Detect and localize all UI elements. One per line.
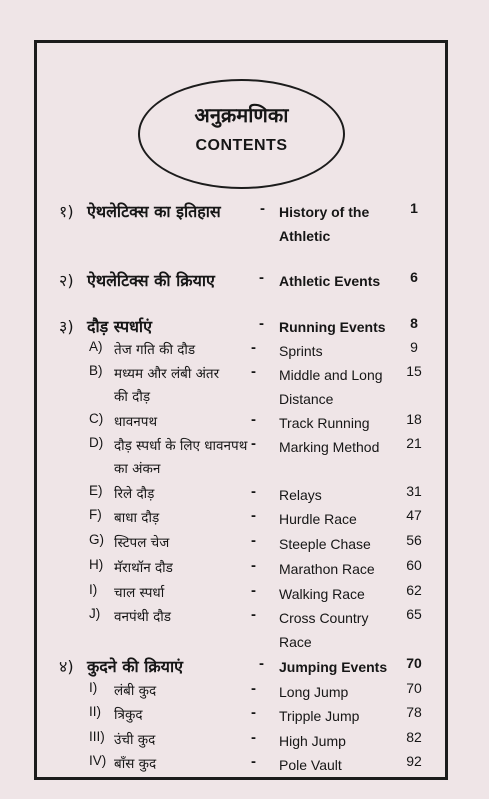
section-title-hindi: ऐथलेटिक्स की क्रियाए [87,271,215,290]
leader-dash: - [259,269,264,286]
item-title-english: Hurdle Race [279,511,357,527]
item-title-hindi: तेज गति की दौड [114,342,196,358]
leader-dash: - [251,507,256,524]
page-number: 31 [406,483,422,499]
section-number: ३) [59,317,74,336]
page-number: 60 [406,557,422,573]
item-title-hindi: मध्यम और लंबी अंतर की दौड़ [114,366,220,405]
page-number: 8 [410,315,418,331]
item-numeral: IV) [89,753,107,768]
section-number: ४) [59,657,74,676]
leader-dash: - [251,704,256,721]
section-number: १) [59,202,74,221]
item-title-english: Track Running [279,415,370,431]
leader-dash: - [260,200,265,217]
page-number: 70 [406,655,422,671]
leader-dash: - [251,363,256,380]
item-letter: J) [89,606,101,621]
item-title-english: Relays [279,487,322,503]
leader-dash: - [251,557,256,574]
item-numeral: I) [89,680,98,695]
section-title-english: Athletic Events [279,273,381,289]
page-number: 65 [406,606,422,622]
item-letter: I) [89,582,98,597]
leader-dash: - [251,411,256,428]
leader-dash: - [259,655,264,672]
item-letter: H) [89,557,104,572]
page-number: 6 [410,269,418,285]
item-title-hindi: रिले दौड़ [114,486,155,502]
page-number: 15 [406,363,422,379]
leader-dash: - [251,582,256,599]
page-number: 70 [406,680,422,696]
item-title-english: Cross Country Race [279,610,369,650]
leader-dash: - [251,680,256,697]
page-number: 47 [406,507,422,523]
contents-frame [34,40,448,780]
item-title-hindi: उंची कुद [114,732,156,748]
item-title-hindi: लंबी कुद [114,683,157,699]
item-letter: A) [89,339,103,354]
item-title-hindi: बाधा दौड़ [114,510,160,526]
item-title-english: Tripple Jump [279,708,360,724]
page-number: 18 [406,411,422,427]
item-letter: C) [89,411,104,426]
section-title-hindi: ऐथलेटिक्स का इतिहास [87,202,221,221]
title-english: CONTENTS [195,137,288,154]
item-numeral: III) [89,729,105,744]
title-oval [138,79,345,189]
item-title-english: Marking Method [279,439,380,455]
page-number: 62 [406,582,422,598]
item-title-hindi: मॅराथॉन दौड [114,560,173,576]
item-letter: G) [89,532,104,547]
leader-dash: - [251,435,256,452]
section-title-hindi: दौड़ स्पर्धाएं [87,317,152,336]
page-number: 92 [406,753,422,769]
item-numeral: II) [89,704,101,719]
item-title-english: Walking Race [279,586,365,602]
item-title-english: Sprints [279,343,323,359]
item-title-hindi: बाँस कुद [114,756,157,772]
section-title-hindi: कुदने की क्रियाएं [87,657,183,676]
item-title-hindi: चाल स्पर्धा [114,585,165,601]
title-hindi: अनुक्रमणिका [194,103,289,127]
leader-dash: - [251,339,256,356]
item-title-hindi: दौड़ स्पर्धा के लिए धावनपथ का अंकन [114,438,248,477]
section-number: २) [59,271,74,290]
item-letter: D) [89,435,104,450]
item-title-english: Marathon Race [279,561,375,577]
section-title-english: Jumping Events [279,659,388,675]
item-letter: F) [89,507,102,522]
page-number: 9 [410,339,418,355]
item-letter: E) [89,483,103,498]
item-title-english: Pole Vault [279,757,342,773]
leader-dash: - [259,315,264,332]
item-title-english: Middle and Long Distance [279,367,383,407]
item-title-english: Long Jump [279,684,349,700]
item-title-hindi: त्रिकुद [114,707,143,723]
item-title-english: High Jump [279,733,346,749]
page-number: 78 [406,704,422,720]
section-title-english: History of the Athletic [279,204,370,244]
leader-dash: - [251,483,256,500]
page-number: 56 [406,532,422,548]
item-title-hindi: धावनपथ [114,414,158,430]
section-title-english: Running Events [279,319,386,335]
item-title-english: Steeple Chase [279,536,371,552]
item-title-hindi: स्टिपल चेज [114,535,170,551]
item-letter: B) [89,363,103,378]
leader-dash: - [251,606,256,623]
leader-dash: - [251,753,256,770]
page-number: 21 [406,435,422,451]
page-number: 1 [410,200,418,216]
item-title-hindi: वनपंथी दौड [114,609,171,625]
leader-dash: - [251,729,256,746]
page-number: 82 [406,729,422,745]
leader-dash: - [251,532,256,549]
